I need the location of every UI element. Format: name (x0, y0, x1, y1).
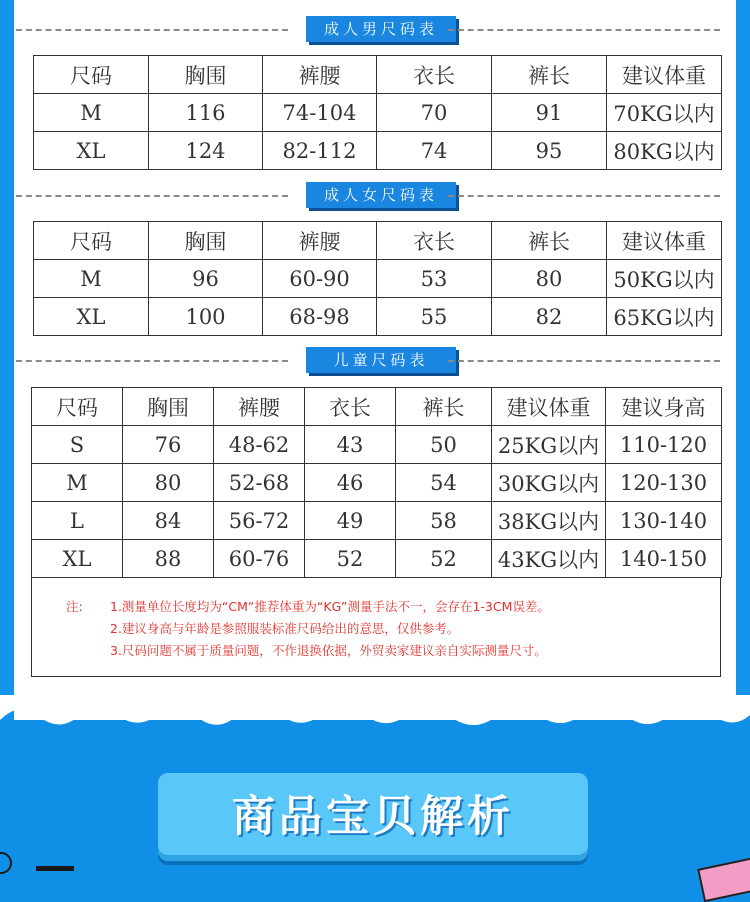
divider-left (16, 195, 288, 197)
table-cell: 43KG以内 (492, 540, 606, 578)
table-cell: S (32, 426, 123, 464)
table-cell: 46 (305, 464, 396, 502)
header-cell: 建议体重 (492, 388, 606, 426)
table-cell: 55 (377, 298, 492, 336)
table-cell: 52 (396, 540, 492, 578)
table-row (34, 298, 722, 336)
table-cell: 96 (149, 260, 263, 298)
women-section-title: 成人女尺码表 (306, 182, 456, 208)
decor-pink-shape (697, 856, 750, 902)
decor-circle (0, 852, 12, 874)
table-cell: 53 (377, 260, 492, 298)
table-cell: 25KG以内 (492, 426, 606, 464)
notes-label: 注: (66, 599, 83, 614)
men-section-header (16, 16, 720, 44)
table-cell: 56-72 (214, 502, 305, 540)
table-row (32, 426, 722, 464)
note-line: 3.尺码问题不属于质量问题，不作退换依据，外贸卖家建议亲自实际测量尺寸。 (110, 643, 547, 658)
table-cell: 38KG以内 (492, 502, 606, 540)
table-cell: M (32, 464, 123, 502)
right-frame (736, 0, 750, 720)
table-cell: 124 (149, 132, 263, 170)
header-cell: 裤腰 (214, 388, 305, 426)
table-cell: XL (34, 298, 149, 336)
table-cell: 120-130 (606, 464, 722, 502)
table-cell: 68-98 (263, 298, 377, 336)
table-cell: 76 (123, 426, 214, 464)
banner-title: 商品宝贝解析 (232, 792, 514, 842)
table-cell: 95 (492, 132, 607, 170)
header-cell: 胸围 (149, 222, 263, 260)
notes-box (31, 577, 721, 677)
table-cell: 91 (492, 94, 607, 132)
table-cell: L (32, 502, 123, 540)
table-cell: 65KG以内 (607, 298, 722, 336)
header-cell: 裤腰 (263, 56, 377, 94)
table-row (32, 540, 722, 578)
kids-size-table (31, 387, 722, 578)
note-line: 1.测量单位长度均为“CM”推荐体重为“KG”测量手法不一，会存在1-3CM误差。 (110, 599, 550, 614)
header-cell: 裤长 (492, 56, 607, 94)
divider-left (16, 29, 288, 31)
header-cell: 建议身高 (606, 388, 722, 426)
header-cell: 裤长 (492, 222, 607, 260)
table-cell: 74-104 (263, 94, 377, 132)
table-cell: 88 (123, 540, 214, 578)
men-section-title: 成人男尺码表 (306, 16, 456, 42)
table-cell: 70 (377, 94, 492, 132)
header-cell: 衣长 (377, 222, 492, 260)
table-cell: 50 (396, 426, 492, 464)
header-cell: 胸围 (123, 388, 214, 426)
table-cell: 60-90 (263, 260, 377, 298)
divider-right (448, 29, 720, 31)
divider-left (16, 360, 288, 362)
header-cell: 建议体重 (607, 222, 722, 260)
note-line: 2.建议身高与年龄是参照服装标准尺码给出的意思，仅供参考。 (110, 621, 460, 636)
table-header-row (34, 222, 722, 260)
table-row (32, 464, 722, 502)
table-cell: 80KG以内 (607, 132, 722, 170)
header-cell: 建议体重 (607, 56, 722, 94)
table-row (34, 132, 722, 170)
table-header-row (32, 388, 722, 426)
table-cell: 30KG以内 (492, 464, 606, 502)
table-cell: M (34, 94, 149, 132)
women-size-table (33, 221, 722, 336)
table-cell: 110-120 (606, 426, 722, 464)
table-row (32, 502, 722, 540)
men-size-table (33, 55, 722, 170)
table-cell: 54 (396, 464, 492, 502)
left-frame (0, 0, 14, 720)
divider-right (448, 360, 720, 362)
divider-right (448, 195, 720, 197)
table-cell: 58 (396, 502, 492, 540)
header-cell: 裤长 (396, 388, 492, 426)
table-row (34, 94, 722, 132)
kids-section-title: 儿童尺码表 (306, 347, 456, 373)
header-cell: 衣长 (377, 56, 492, 94)
table-cell: 50KG以内 (607, 260, 722, 298)
table-cell: 82 (492, 298, 607, 336)
women-section-header (16, 182, 720, 210)
table-cell: 74 (377, 132, 492, 170)
table-row (34, 260, 722, 298)
table-cell: XL (32, 540, 123, 578)
table-cell: XL (34, 132, 149, 170)
table-cell: 70KG以内 (607, 94, 722, 132)
kids-section-header (16, 347, 720, 375)
header-cell: 裤腰 (263, 222, 377, 260)
table-cell: 49 (305, 502, 396, 540)
table-cell: 84 (123, 502, 214, 540)
table-cell: 48-62 (214, 426, 305, 464)
header-cell: 尺码 (34, 222, 149, 260)
table-cell: 130-140 (606, 502, 722, 540)
table-cell: 100 (149, 298, 263, 336)
table-cell: 140-150 (606, 540, 722, 578)
table-cell: 82-112 (263, 132, 377, 170)
table-cell: 52-68 (214, 464, 305, 502)
table-cell: M (34, 260, 149, 298)
table-cell: 80 (492, 260, 607, 298)
decor-bar (36, 866, 74, 871)
table-cell: 52 (305, 540, 396, 578)
table-cell: 80 (123, 464, 214, 502)
header-cell: 胸围 (149, 56, 263, 94)
table-header-row (34, 56, 722, 94)
wave-edge (0, 695, 750, 755)
table-cell: 43 (305, 426, 396, 464)
table-cell: 60-76 (214, 540, 305, 578)
table-cell: 116 (149, 94, 263, 132)
product-analysis-banner (158, 773, 588, 861)
header-cell: 衣长 (305, 388, 396, 426)
header-cell: 尺码 (34, 56, 149, 94)
header-cell: 尺码 (32, 388, 123, 426)
